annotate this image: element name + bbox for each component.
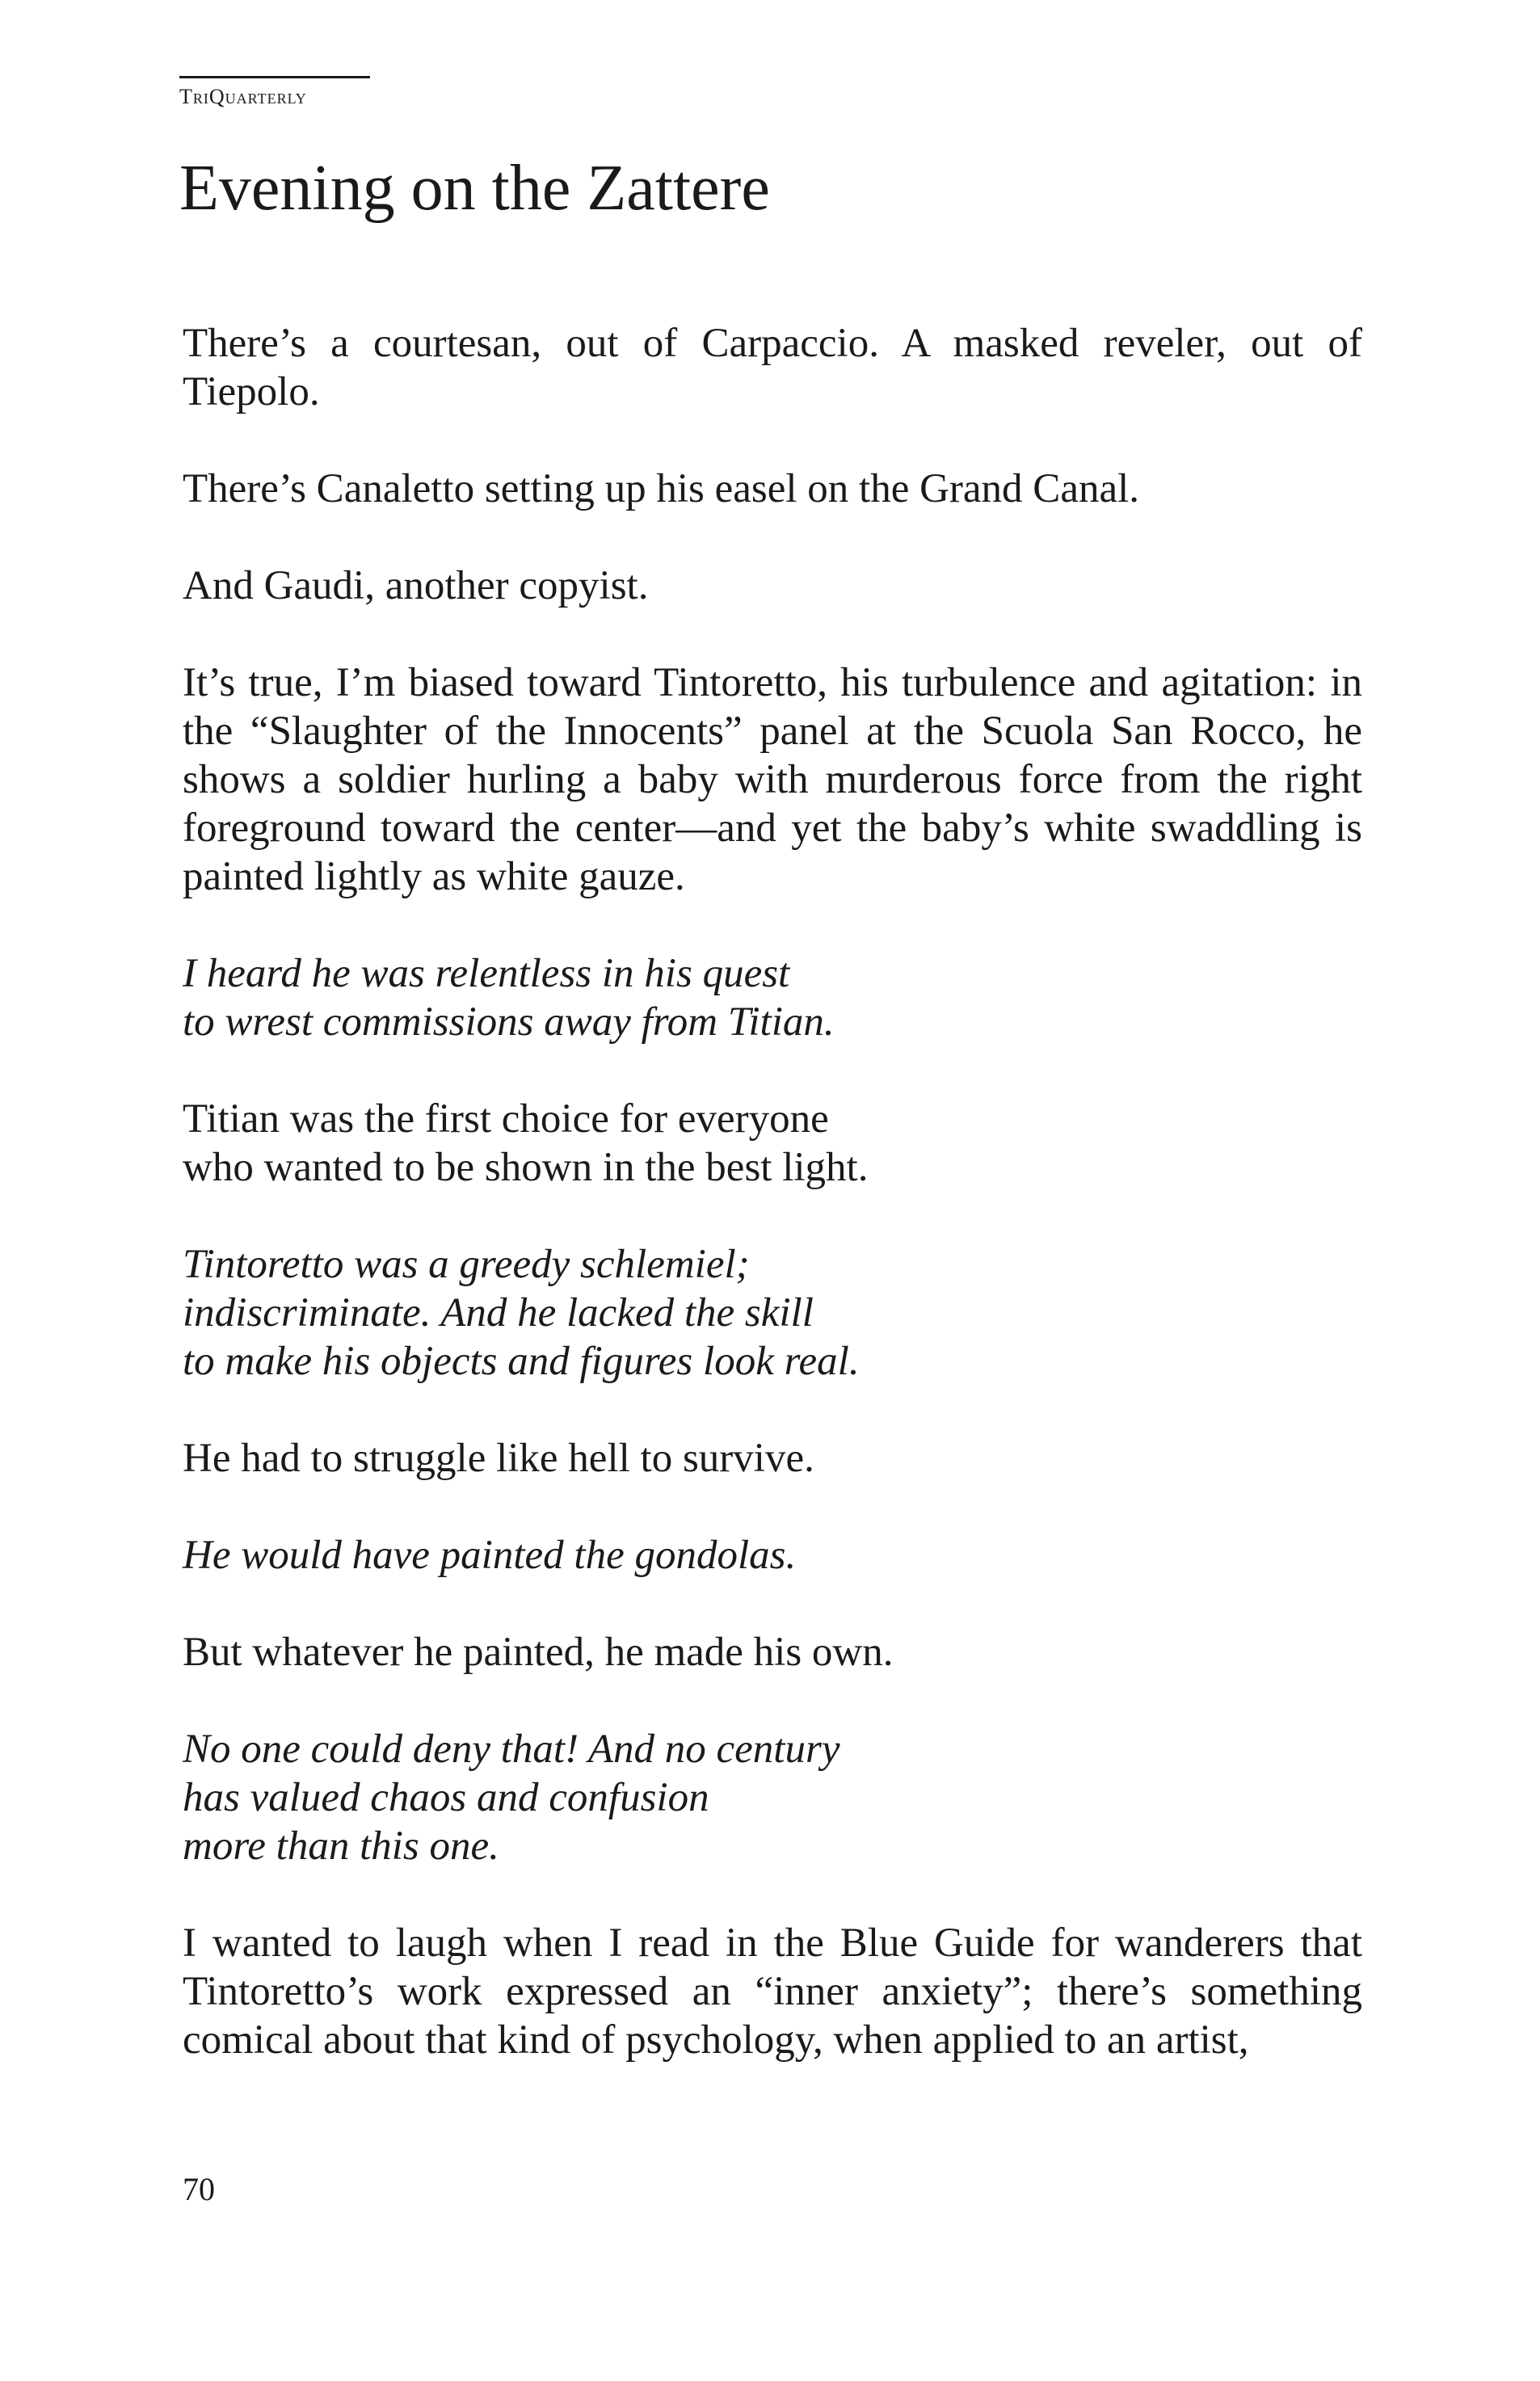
poem-line: He would have painted the gondolas. [183,1533,797,1578]
stanza: It’s true, I’m biased toward Tintoretto, his turbulence and agitation: in the “Slaughter of the Innocents” panel at the Scuola San Rocco, he shows a soldier hurling a baby with murderous force from the right foreground toward the center—and yet the baby’s white swaddling is painted lightly as white gauze. [183,660,1362,899]
poem-title: Evening on the Zattere [179,153,770,224]
stanza [183,562,1362,610]
poem-line: indiscriminate. And he lacked the skill [183,1290,814,1336]
poem-line: more than this one. [183,1824,499,1869]
poem-line: He had to struggle like hell to survive. [183,1436,814,1481]
stanza [183,1531,1362,1580]
stanza [183,1240,1362,1386]
poem-line: has valued chaos and confusion [183,1775,709,1820]
stanza [183,1095,1362,1192]
poem-line: I heard he was relentless in his quest [183,951,790,996]
poem-line: who wanted to be shown in the best light. [183,1145,869,1190]
stanza [183,465,1362,513]
poem-line: And Gaudi, another copyist. [183,563,649,608]
stanza [183,1725,1362,1870]
poem-line: to wrest commissions away from Titian. [183,999,835,1045]
stanza [183,1628,1362,1676]
poem-line: Titian was the first choice for everyone [183,1096,829,1142]
poem-body [183,319,1362,2113]
poem-line: to make his objects and figures look real. [183,1339,860,1384]
poem-line: No one could deny that! And no century [183,1727,840,1772]
stanza [183,949,1362,1046]
page-number: 70 [183,2171,215,2207]
poem-line: But whatever he painted, he made his own. [183,1630,894,1675]
stanza: There’s a courtesan, out of Carpaccio. A masked reveler, out of Tiepolo. [183,321,1362,414]
stanza [183,1434,1362,1483]
poem-line: There’s Canaletto setting up his easel on the Grand Canal. [183,466,1140,511]
running-head: TriQuarterly [179,76,370,109]
poem-line: Tintoretto was a greedy schlemiel; [183,1242,750,1287]
stanza: I wanted to laugh when I read in the Blue Guide for wanderers that Tintoretto’s work expressed an “inner anxiety”; there’s something comical about that kind of psychology, when applied to an artist, [183,1920,1362,2063]
